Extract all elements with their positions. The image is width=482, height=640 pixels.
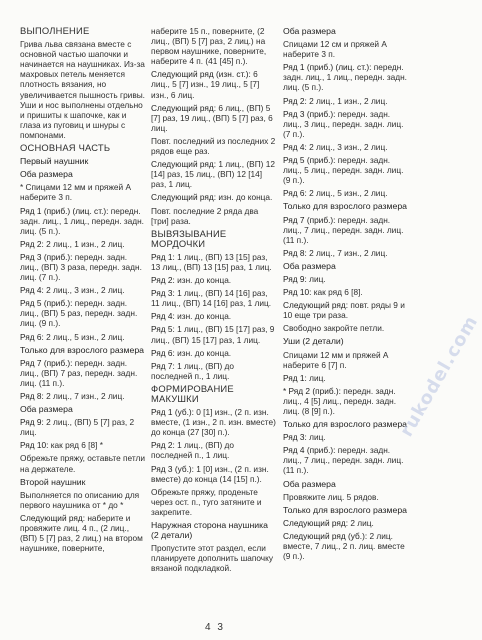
instruction-row <box>283 96 409 106</box>
row-label: Следующий ряд: <box>283 517 349 528</box>
row-text: изн. до конца. <box>174 311 232 322</box>
row-label: Ряд 7: <box>151 360 175 371</box>
instruction-row <box>283 248 409 258</box>
row-text: 1 лиц., (ВП) до последней п., 1 лиц. <box>151 440 234 461</box>
row-text: передн. задн. лиц., 1 лиц., передн. задн. лиц. (5 п.). <box>283 62 407 93</box>
paragraph: Обрежьте пряжу, проденьте через ост. п., туго затяните и закрепите. <box>151 486 262 517</box>
row-label: Ряд 1 (приб.) (лиц. ст.): <box>20 205 109 216</box>
row-text: передн. задн. лиц., 7 лиц., передн. задн. лиц. (11 п.). <box>283 445 404 476</box>
subheading: Оба размера <box>20 169 73 180</box>
instruction-row <box>20 358 146 388</box>
paragraph: Грива льва связана вместе с основной частью шапочки и начинается на наушниках. Из-за махровых петель меняется плотность вязания, но увеличивается пышность гривы. Уши и нос выполнены отдельно и пришиты к шапочке, как и глаза из пуговиц и шнуры с помпонами. <box>20 39 145 140</box>
instruction-row <box>283 155 409 185</box>
row-label: Ряд 6: <box>283 188 307 199</box>
instruction-row <box>151 464 277 484</box>
instruction-row <box>151 324 277 344</box>
instruction-row <box>151 192 277 202</box>
row-label: Ряд 7 (приб.): <box>283 214 336 225</box>
row-text: 2 лиц., 5 изн., 2 лиц. <box>306 188 388 199</box>
paragraph: Провяжите лиц. 5 рядов. <box>283 491 379 502</box>
row-label: Ряд 3 (уб.): <box>151 463 194 474</box>
instruction-row <box>151 407 277 437</box>
row-label: Ряд 1 (уб.): <box>151 407 194 418</box>
row-text: 2 лиц., 1 изн., 2 лиц. <box>306 95 388 106</box>
instruction-row <box>283 531 409 561</box>
instruction-row <box>283 188 409 198</box>
row-label: Ряд 7 (приб.): <box>20 357 73 368</box>
row-text: передн. задн. лиц., 5 лиц., передн. задн. лиц. (9 п.). <box>283 155 404 186</box>
row-text: 2 лиц. <box>348 517 374 528</box>
row-text: 1 лиц., (ВП) 12 [14] раз, 15 лиц., (ВП) 12 [14] раз, 1 лиц. <box>151 159 275 190</box>
paragraph: * Спицами 12 мм и пряжей А наберите 3 п. <box>20 182 131 203</box>
row-text: 2 лиц., 1 изн., 2 лиц. <box>43 238 125 249</box>
row-text: 6 лиц., (ВП) 5 [7] раз, 19 лиц., (ВП) 5 [7] раз, 6 лиц. <box>151 102 273 133</box>
row-label: Ряд 4: <box>151 311 175 322</box>
row-label: Следующий ряд: <box>151 159 217 170</box>
row-label: Ряд 5 (приб.): <box>20 298 73 309</box>
subheading: Уши (2 детали) <box>283 336 344 347</box>
paragraph: Спицами 12 см и пряжей А наберите 3 п. <box>283 39 387 60</box>
row-text: 2 лиц. вместе, 7 лиц., 2 п. лиц. вместе (9 п.). <box>283 530 405 562</box>
row-label: Ряд 2: <box>151 275 175 286</box>
instruction-row <box>283 142 409 152</box>
instruction-row <box>151 361 277 381</box>
subheading: Оба размера <box>283 478 336 489</box>
subheading: Оба размера <box>283 260 336 271</box>
row-label: Ряд 2: <box>283 95 307 106</box>
instruction-row <box>283 518 409 528</box>
row-label: Ряд 1 (приб.) (лиц. ст.): <box>283 62 372 73</box>
row-label: Ряд 2: <box>151 440 175 451</box>
paragraph: Свободно закройте петли. <box>283 323 385 334</box>
row-label: Следующий ряд: <box>20 512 86 523</box>
row-label: Следующий ряд (уб.): <box>283 530 368 541</box>
row-label: Ряд 2: <box>20 238 44 249</box>
page-number: 4 3 <box>205 622 225 633</box>
row-label: Следующий ряд: <box>151 192 217 203</box>
instruction-row <box>20 252 146 282</box>
subheading: Оба размера <box>283 26 336 36</box>
row-text: 2 лиц., 5 изн., 2 лиц. <box>43 331 125 342</box>
row-text: передн. задн. лиц., 1 лиц., передн. задн. лиц. (5 п.). <box>20 205 144 236</box>
instruction-row <box>151 311 277 321</box>
row-text: как ряд 6 [8]. <box>311 287 363 298</box>
row-text: 2 лиц., 3 изн., 2 лиц. <box>43 285 125 296</box>
instruction-row <box>283 432 409 442</box>
instruction-row <box>151 275 277 285</box>
row-text: изн. до конца. <box>174 275 232 286</box>
row-label: Ряд 6: <box>151 347 175 358</box>
subheading: Только для взрослого размера <box>283 419 408 430</box>
row-label: Ряд 3: <box>283 432 307 443</box>
row-label: Ряд 5 (приб.): <box>283 155 336 166</box>
instruction-row <box>151 103 277 133</box>
row-text: передн. задн. лиц., 3 лиц., передн. задн. лиц. (7 п.). <box>283 108 404 139</box>
instruction-row <box>283 62 409 92</box>
row-label: Ряд 8: <box>283 247 307 258</box>
subheading: Только для взрослого размера <box>20 344 145 355</box>
row-text: 1 лиц., (ВП) 15 [17] раз, 9 лиц., (ВП) 15 [17] раз, 1 лиц. <box>151 324 275 345</box>
instruction-row <box>20 206 146 236</box>
row-text: 2 лиц., 7 изн., 2 лиц. <box>306 247 388 258</box>
row-text: передн. задн. лиц., (ВП) 7 раз, передн. задн. лиц. (11 п.). <box>20 357 138 388</box>
row-text: повт. ряды 9 и 10 еще три раза. <box>283 300 405 321</box>
section-heading: ВЫПОЛНЕНИЕ <box>20 25 90 36</box>
instruction-row <box>20 417 146 437</box>
row-label: Следующий ряд: <box>151 102 217 113</box>
row-text: 1 лиц., (ВП) до последней п., 1 лиц. <box>151 360 234 381</box>
instruction-row <box>151 159 277 189</box>
subheading: Первый наушник <box>20 156 89 167</box>
row-label: Ряд 3: <box>151 288 175 299</box>
subheading: Оба размера <box>20 404 73 415</box>
subheading: Второй наушник <box>20 476 86 487</box>
instruction-row <box>151 69 277 99</box>
instruction-row <box>20 332 146 342</box>
column-2 <box>151 26 277 577</box>
row-text: передн. задн. лиц., (ВП) 3 раза, передн. задн. лиц. (7 п.). <box>20 251 142 283</box>
row-label: Ряд 10: <box>20 440 49 451</box>
watermark-logo: rukodel.com <box>396 311 482 441</box>
row-text: лиц. <box>306 372 326 383</box>
row-label: Ряд 8: <box>20 391 44 401</box>
paragraph: Повт. последний из последних 2 рядов еще раз. <box>151 135 276 157</box>
row-text: лиц. <box>306 273 326 284</box>
row-label: * Ряд 2 (приб.): <box>283 385 341 396</box>
instruction-row <box>283 373 409 383</box>
instruction-row <box>283 215 409 245</box>
row-text: наберите и провяжите лиц. 4 п., (2 лиц., (ВП) 5 [7] раз, 2 лиц.) на втором наушнике, повернитe, <box>20 512 143 554</box>
row-label: Ряд 4: <box>20 285 44 296</box>
instruction-row <box>151 348 277 358</box>
row-label: Ряд 4 (приб.): <box>283 445 336 456</box>
row-text: 1 лиц., (ВП) 14 [16] раз, 11 лиц., (ВП) 14 [16] раз, 1 лиц. <box>151 288 272 309</box>
row-label: Ряд 4: <box>283 141 307 152</box>
instruction-row <box>283 300 409 320</box>
section-heading: ВЫВЯЗЫВАНИЕ МОРДОЧКИ <box>151 227 227 249</box>
instruction-row <box>20 440 146 450</box>
row-text: передн. задн. лиц., 4 [5] лиц., передн. задн. лиц. (8 [9] п.). <box>283 385 397 416</box>
row-text: 0 [1] изн., (2 п. изн. вместе, (1 изн., 2 п. изн. вместе) до конца (27 [30] п.). <box>151 407 276 438</box>
row-text: 1 [0] изн., (2 п. изн. вместе) до конца (14 [15] п.). <box>151 463 269 484</box>
instruction-row <box>283 274 409 284</box>
instruction-row <box>283 109 409 139</box>
paragraph: Выполняется по описанию для первого наушника от * до * <box>20 489 140 510</box>
instruction-row <box>20 298 146 328</box>
instruction-row <box>20 239 146 249</box>
paragraph: Пропустите этот раздел, если планируете дополнить шапочку вязаной подкладкой. <box>151 543 273 574</box>
row-text: передн. задн. лиц., (ВП) 5 раз, передн. задн. лиц. (9 п.). <box>20 298 138 329</box>
subheading: Только для взрослого размера <box>283 504 408 515</box>
instruction-row <box>20 391 146 401</box>
row-label: Ряд 10: <box>283 287 312 298</box>
instruction-row <box>151 288 277 308</box>
row-label: Ряд 5: <box>151 324 175 335</box>
row-text: изн. до конца. <box>216 192 273 203</box>
row-text: 6 лиц., 5 [7] изн., 19 лиц., 5 [7] изн., 6 лиц. <box>151 69 260 100</box>
column-1 <box>20 26 146 556</box>
subheading: Наружная сторона наушника (2 детали) <box>151 520 268 541</box>
instruction-row <box>20 513 146 553</box>
instruction-row <box>283 386 409 416</box>
row-label: Ряд 3 (приб.): <box>283 108 336 119</box>
row-label: Ряд 1: <box>283 372 307 383</box>
row-text: изн. до конца. <box>174 347 232 358</box>
instruction-row <box>151 440 277 460</box>
row-label: Следующий ряд (изн. ст.): <box>151 69 251 80</box>
row-label: Ряд 9: <box>20 417 44 428</box>
instruction-row <box>20 285 146 295</box>
row-text: 2 лиц., (ВП) 5 [7] раз, 2 лиц. <box>20 417 135 438</box>
subheading: Только для взрослого размера <box>283 201 408 212</box>
row-text: лиц. <box>306 432 326 443</box>
row-text: передн. задн. лиц., 7 лиц., передн. задн. лиц. (11 п.). <box>283 214 404 245</box>
section-heading: ОСНОВНАЯ ЧАСТЬ <box>20 142 111 154</box>
paragraph: Обрежьте пряжу, оставьте петли на держателе. <box>20 453 145 474</box>
row-label: Ряд 9: <box>283 273 307 284</box>
row-label: Ряд 6: <box>20 331 44 342</box>
row-label: Ряд 3 (приб.): <box>20 251 73 262</box>
column-3 <box>283 26 409 564</box>
instruction-row <box>283 287 409 297</box>
paragraph: наберите 15 п., поверните, (2 лиц., (ВП) 5 [7] раз, 2 лиц.) на первом наушнике, поверните, наберите 4 п. (41 [45] п.). <box>151 26 267 67</box>
row-text: 2 лиц., 7 изн., 2 лиц. <box>43 391 125 401</box>
section-heading: ФОРМИРОВАНИЕ МАКУШКИ <box>151 382 234 404</box>
paragraph: Спицами 12 мм и пряжей А наберите 6 [7] п. <box>283 349 389 370</box>
row-label: Следующий ряд: <box>283 300 349 311</box>
row-text: 1 лиц., (ВП) 13 [15] раз, 13 лиц., (ВП) 13 [15] раз, 1 лиц. <box>151 251 272 272</box>
instruction-row <box>283 445 409 475</box>
row-label: Ряд 1: <box>151 251 175 262</box>
row-text: как ряд 6 [8] * <box>48 440 103 451</box>
instruction-row <box>151 252 277 272</box>
paragraph: Повт. последние 2 ряда два [три] раза. <box>151 205 259 226</box>
row-text: 2 лиц., 3 изн., 2 лиц. <box>306 141 388 152</box>
